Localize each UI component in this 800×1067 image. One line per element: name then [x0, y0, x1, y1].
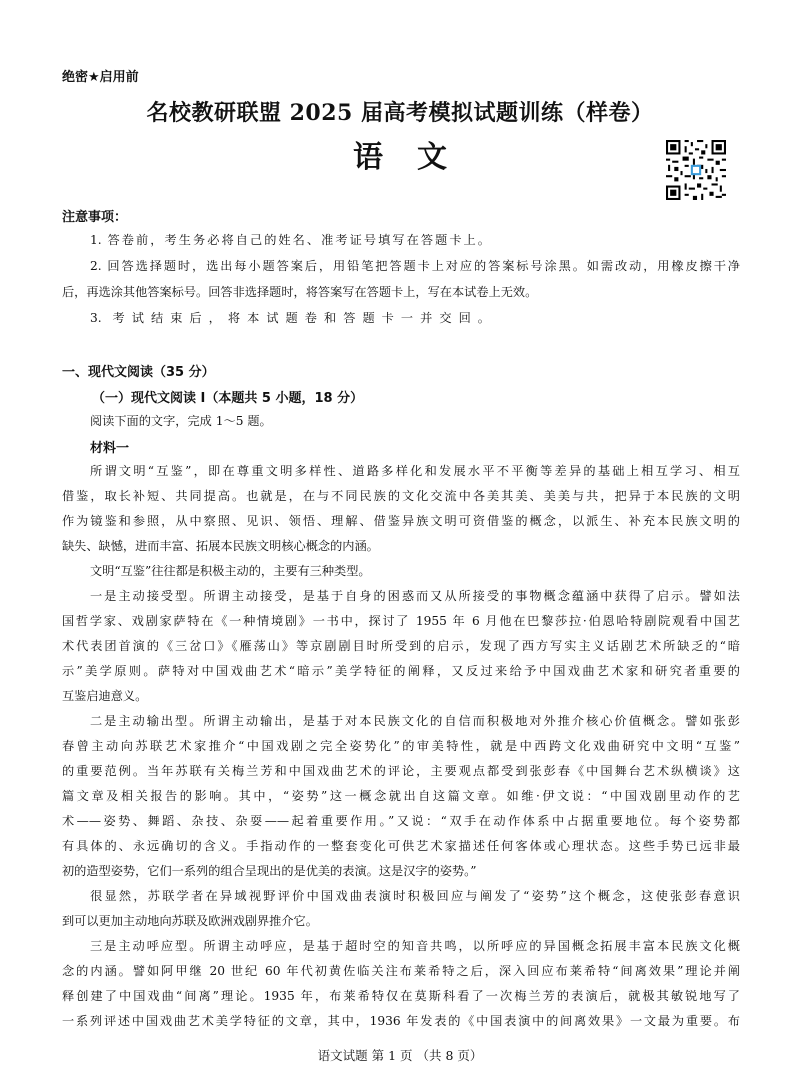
body-line: 有具体的、永远确切的含义。手指动作的一整套变化可供艺术家描述任何客体或心理状态。这些手势已远非最 — [62, 839, 740, 853]
subject-text: 语文 — [353, 140, 481, 175]
note-item: 2. 回答选择题时，选出每小题答案后，用铅笔把答题卡上对应的答案标号涂黑。如需改动，用橡皮擦干净 — [90, 259, 740, 273]
body-line: 到可以更加主动地向苏联及欧洲戏剧界推介它。 — [62, 914, 318, 928]
instruction-text: 阅读下面的文字，完成 1～5 题。 — [90, 414, 272, 428]
note-item: 3. 考试结束后，将本试题卷和答题卡一并交回。 — [90, 311, 490, 325]
body-line: 作为镜鉴和参照，从中察照、见识、领悟、理解、借鉴异族文明可资借鉴的概念，以派生、补充本民族文明的 — [62, 514, 740, 528]
body-line: 篇文章及相关报告的影响。其中，“姿势”这一概念就出自这篇文章。如维·伊文说：“中国戏剧里动作的艺 — [62, 789, 740, 803]
confidential-label: 绝密★启用前 — [62, 70, 139, 85]
body-line: 术代表团首演的《三岔口》《雁荡山》等京剧剧目时所受到的启示，发现了西方写实主义话剧艺术所缺乏的“暗 — [62, 639, 740, 653]
body-line: 春曾主动向苏联艺术家推介“中国戏剧之完全姿势化”的审美特性，就是中西跨文化戏曲研究中文明“互鉴” — [62, 739, 740, 753]
body-line: 二是主动输出型。所谓主动输出，是基于对本民族文化的自信而积极地对外推介核心价值概念。譬如张彭 — [90, 714, 740, 728]
body-line: 所谓文明“互鉴”，即在尊重文明多样性、道路多样化和发展水平不平衡等差异的基础上相互学习、相互 — [90, 464, 740, 478]
subsection-heading: （一）现代文阅读 I（本题共 5 小题，18 分） — [92, 391, 364, 406]
body-line: 文明“互鉴”往往都是积极主动的，主要有三种类型。 — [90, 564, 371, 578]
body-line: 初的造型姿势，它们一系列的组合呈现出的是优美的表演。这是汉字的姿势。” — [62, 864, 477, 878]
exam-title: 名校教研联盟 2025 届高考模拟试题训练（样卷） — [146, 100, 654, 126]
note-item: 1. 答卷前，考生务必将自己的姓名、准考证号填写在答题卡上。 — [90, 233, 490, 247]
body-line: 国哲学家、戏剧家萨特在《一种情境剧》一书中，探讨了 1955 年 6 月他在巴黎莎拉·伯恩哈特剧院观看中国艺 — [62, 614, 740, 628]
body-line: 缺失、缺憾，进而丰富、拓展本民族文明核心概念的内涵。 — [62, 539, 379, 553]
body-line: 术——姿势、舞蹈、杂技、杂耍——起着重要作用。”又说：“双手在动作体系中占据重要地位。每个姿势都 — [62, 814, 740, 828]
body-line: 很显然，苏联学者在异域视野评价中国戏曲表演时积极回应与阐发了“姿势”这个概念，这使张彭春意识 — [90, 889, 740, 903]
material-label: 材料一 — [90, 441, 130, 456]
body-line: 一是主动接受型。所谓主动接受，是基于自身的困惑而又从所接受的事物概念蕴涵中获得了启示。譬如法 — [90, 589, 740, 603]
note-item: 后，再选涂其他答案标号。回答非选择题时，将答案写在答题卡上，写在本试卷上无效。 — [62, 285, 538, 299]
body-line: 互鉴启迪意义。 — [62, 689, 148, 703]
body-line: 三是主动呼应型。所谓主动呼应，是基于超时空的知音共鸣，以所呼应的异国概念拓展丰富本民族文化概 — [90, 939, 740, 953]
notes-heading: 注意事项： — [62, 210, 128, 225]
body-line: 借鉴，取长补短、共同提高。也就是，在与不同民族的文化交流中各美其美、美美与共，把异于本民族的文明 — [62, 489, 740, 503]
body-line: 示”美学原则。萨特对中国戏曲艺术“暗示”美学特征的阐释，又反过来给予中国戏曲艺术家和研究者重要的 — [62, 664, 740, 678]
body-line: 的重要范例。当年苏联有关梅兰芳和中国戏曲艺术的评论，主要观点都受到张彭春《中国舞台艺术纵横谈》这 — [62, 764, 740, 778]
page-footer: 语文试题 第 1 页 （共 8 页） — [317, 1048, 483, 1063]
body-line: 念的内涵。譬如阿甲继 20 世纪 60 年代初黄佐临关注布莱希特之后，深入回应布莱希特“间离效果”理论并阐 — [62, 964, 740, 978]
section-heading: 一、现代文阅读（35 分） — [62, 365, 215, 380]
body-line: 释创建了中国戏曲“间离”理论。1935 年，布莱希特仅在莫斯科看了一次梅兰芳的表演后，就极其敏锐地写了 — [62, 989, 740, 1003]
body-line: 一系列评述中国戏曲艺术美学特征的文章，其中，1936 年发表的《中国表演中的间离效果》一文最为重要。布 — [62, 1014, 740, 1028]
qr-code-icon — [666, 140, 726, 200]
